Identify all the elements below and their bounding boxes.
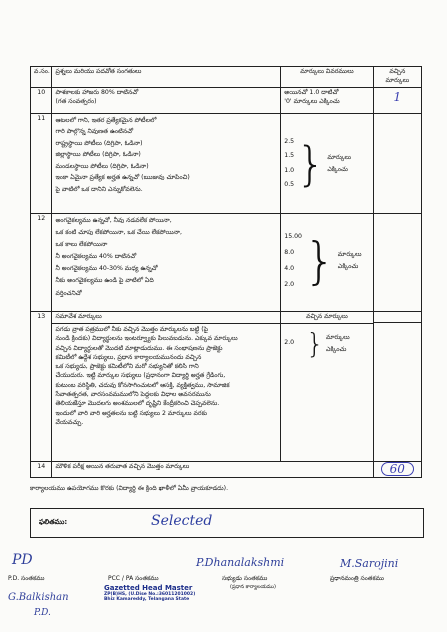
- office-use-note: కార్యాలయము ఉపయోగము కొరకు (విద్యార్థి ఈ క్రింది ఖాళీలో ఏమీ వ్రాయకూడదు).: [30, 485, 229, 492]
- brace-symbol: }: [306, 326, 324, 360]
- question-line: కమిటీలో ఉద్దేశ సభ్యులు, ప్రధాన కార్యాలయమునందు వచ్చిన: [55, 353, 202, 361]
- stamp-line: Bhiz Kamareddy, Telangana State: [104, 597, 190, 602]
- member1-signature-label: సభ్యుడు సంతకము: [222, 575, 268, 582]
- marks-subheader: వచ్చిన మార్కులు: [281, 312, 372, 324]
- question-line: మండలస్థాయి పోటీలు (దిగ్రిపా, ఓడినా): [55, 162, 149, 170]
- marks-values: [284, 339, 294, 348]
- table-row: [31, 87, 422, 113]
- marks-values: [284, 135, 294, 192]
- marks-table: [30, 66, 422, 478]
- marks-given-cell: [373, 113, 421, 213]
- table-row: [31, 113, 422, 213]
- question-line: అంగవైకల్యము ఉన్నచో, నీవు నడవలేక పోయినా,: [55, 216, 172, 224]
- stamp-line: ZP(B)HS, (U.Dise No.:36011201002): [104, 592, 196, 597]
- pd-signature: PD: [12, 552, 33, 568]
- marks-given-value: 1: [393, 89, 402, 104]
- row-number: 14: [31, 461, 52, 477]
- gazetted-stamp: [104, 584, 204, 602]
- question-line: చేయుదురు. ఇట్టి మార్కుల సభ్యులు (ప్రధానంగా విద్యార్థి అర్హత గ్రేడింగు,: [55, 372, 226, 380]
- col-question-header: ప్రశ్నలు మరియు పదవోత సంగతులు: [52, 67, 281, 88]
- question-line: నీ అంగవైకల్యము 40% దాటినచో: [55, 253, 137, 261]
- marks-given-cell: [373, 461, 421, 477]
- question-line: (గత సంవత్సరం): [55, 97, 97, 105]
- marks-label: [338, 249, 362, 273]
- marks-label-line: ఎక్కించు: [337, 263, 359, 271]
- marks-label-line: మార్కులు: [337, 251, 362, 259]
- question-line: నీ అంగవైకల్యము 40-30% మధ్య ఉన్నచో: [55, 265, 158, 273]
- total-marks-value: 60: [381, 462, 414, 476]
- brace-symbol: }: [303, 232, 336, 291]
- question-line: ఒక సభ్యుడు, ప్రాజెక్టు కమిటీలోని మరో సభ్యునితో కలిసి గాని: [55, 363, 199, 371]
- question-line: గారి పాల్గొన్న నివుణత ఉంటినచో: [55, 128, 134, 136]
- pcc-signature-label: PCC / PA సంతకము: [108, 575, 159, 582]
- question-line: ఆటలలో గాని, ఇతర ప్రత్యేకమైన పోటీలలో: [55, 116, 157, 124]
- col-marks-detail-header: మార్కులు వివరములు: [281, 67, 373, 88]
- marks-detail-line: '0' మార్కులు ఎక్కించు: [284, 97, 340, 105]
- question-line: నుండి క్రిందకు) విద్యార్థులను ఇంటర్వ్యూకు పిలువబడును. ఎక్కువ మార్కులు: [55, 335, 238, 343]
- question-line: మౌళిక పరీక్ష అయిన తరువాత వచ్చిన మొత్తం మార్కులు: [55, 462, 190, 470]
- row-number: 13: [31, 311, 52, 461]
- marks-value: 1.5: [284, 152, 295, 160]
- result-label: ఫలితము:: [39, 518, 68, 526]
- marks-label-line: మార్కులు: [325, 334, 350, 342]
- stamp-title: Gazetted Head Master: [104, 584, 193, 592]
- question-line: జిల్లాస్థాయి పోటీలు (దిగ్రిపా, ఓడినా): [55, 151, 141, 159]
- pd-signature-label: P.D. సంతకము: [8, 575, 45, 582]
- table-header-row: [31, 67, 422, 88]
- marks-value: 2.0: [284, 339, 295, 347]
- row-number: 11: [31, 113, 52, 213]
- question-line: పై వాటిలో ఒక దానిని ఎన్నుకోవలెను.: [55, 185, 143, 193]
- col-number-header: వ.సం.: [31, 67, 52, 88]
- marks-label-line: ఎక్కించు: [325, 345, 347, 353]
- table-row: [31, 311, 422, 461]
- marks-detail-cell: [281, 87, 373, 113]
- question-line: పగడు వ్రాత పత్రములో నీకు వచ్చిన మొత్తం మార్కులను బట్టి (పై: [55, 325, 209, 333]
- question-cell: [52, 113, 281, 213]
- marks-value: 0.5: [284, 180, 295, 188]
- pd-name: G.Balkishan: [8, 592, 69, 603]
- question-title: సమావేశ మార్కులు: [52, 312, 280, 324]
- marks-value: 4.0: [284, 265, 295, 273]
- marks-label-line: ఎక్కించు: [327, 165, 348, 173]
- marks-label: [327, 152, 351, 176]
- marks-given-cell: [373, 87, 421, 113]
- question-cell: [52, 311, 281, 461]
- row-number: 12: [31, 213, 52, 311]
- question-line: రాష్ట్రస్థాయి పోటీలు (దిగ్రిపా, ఓడినా): [55, 139, 143, 147]
- question-cell: [52, 213, 281, 311]
- question-line: ఒక కాలు లేకపోయినా: [55, 241, 108, 249]
- member2-signature: M.Sarojini: [340, 557, 399, 570]
- marks-value: 15.00: [284, 232, 302, 240]
- question-cell: [52, 87, 281, 113]
- marks-detail-line: అయినచో 1.0 దాటిచో: [284, 88, 339, 96]
- row-number: 10: [31, 87, 52, 113]
- question-line: కుటుంబ వరిస్థితి, చదువు కోనసాగించుటలో ఆసక్తి, వ్యక్తిత్వము, సామాజిక: [55, 381, 230, 389]
- marks-value: 8.0: [284, 249, 295, 257]
- question-cell: [52, 461, 373, 477]
- marks-detail-cell: [281, 213, 373, 311]
- marks-detail-cell: [281, 311, 373, 461]
- question-line: తెలియజేస్తూ మొదలగు అంశములలో దృష్టిని కేంద్రీకరించి చెప్పవలెను.: [55, 400, 220, 408]
- question-line: వచ్చిన విద్యార్థులతో మొదటి మాట్లాడుదుము. ఈ సంభాషణను ప్రాజెక్టు: [55, 344, 223, 352]
- table-row: [31, 213, 422, 311]
- question-line: ఇంకా ఏమైనా ప్రత్యేక అర్హత ఉన్నచో (ఋజువు చూపించి): [55, 174, 190, 182]
- question-line: నీకు అంగవైకల్యము ఉండి పై వాటిలో ఏది: [55, 277, 154, 285]
- marks-values: [284, 229, 302, 294]
- question-line: వర్తించనిచో: [55, 289, 82, 297]
- result-value: Selected: [151, 513, 213, 529]
- brace-symbol: }: [296, 136, 326, 191]
- member1-sub-label: (ప్రధాన కార్యాలయము): [230, 584, 276, 590]
- pd-suffix: P.D.: [34, 608, 51, 618]
- question-line: ఒక కంటి చూపు లేకపోయినా, ఒక చేయి లేకపోయినా,: [55, 229, 182, 237]
- question-line: ఇందులో వారి వారి అర్హతలను బట్టి సభ్యులు 2 మార్కులు వరకు: [55, 409, 207, 417]
- question-line: సేవాతత్పరత, వారసంవమములోని పెద్దలకు విధాల అవసరమును: [55, 391, 211, 399]
- table-row: [31, 461, 422, 477]
- marks-label-line: మార్కులు: [327, 153, 352, 161]
- marks-label: [326, 332, 350, 356]
- marks-value: 2.0: [284, 281, 295, 289]
- result-box: [30, 508, 424, 538]
- member2-signature-label: ప్రధానమంత్రి సంతకము: [330, 575, 384, 582]
- marks-detail-cell: [281, 113, 373, 213]
- marks-given-cell: [373, 311, 421, 461]
- marks-value: 2.5: [284, 137, 295, 145]
- marks-given-cell: [373, 213, 421, 311]
- marks-value: 1.0: [284, 166, 295, 174]
- member1-signature: P.Dhanalakshmi: [196, 556, 285, 569]
- question-line: వేయవచ్చు.: [55, 418, 84, 426]
- question-line: పాశకాలకు హాజరు 80% దాటినచో: [55, 88, 139, 96]
- col-marks-given-header: వచ్చిన మార్కులు: [373, 67, 421, 88]
